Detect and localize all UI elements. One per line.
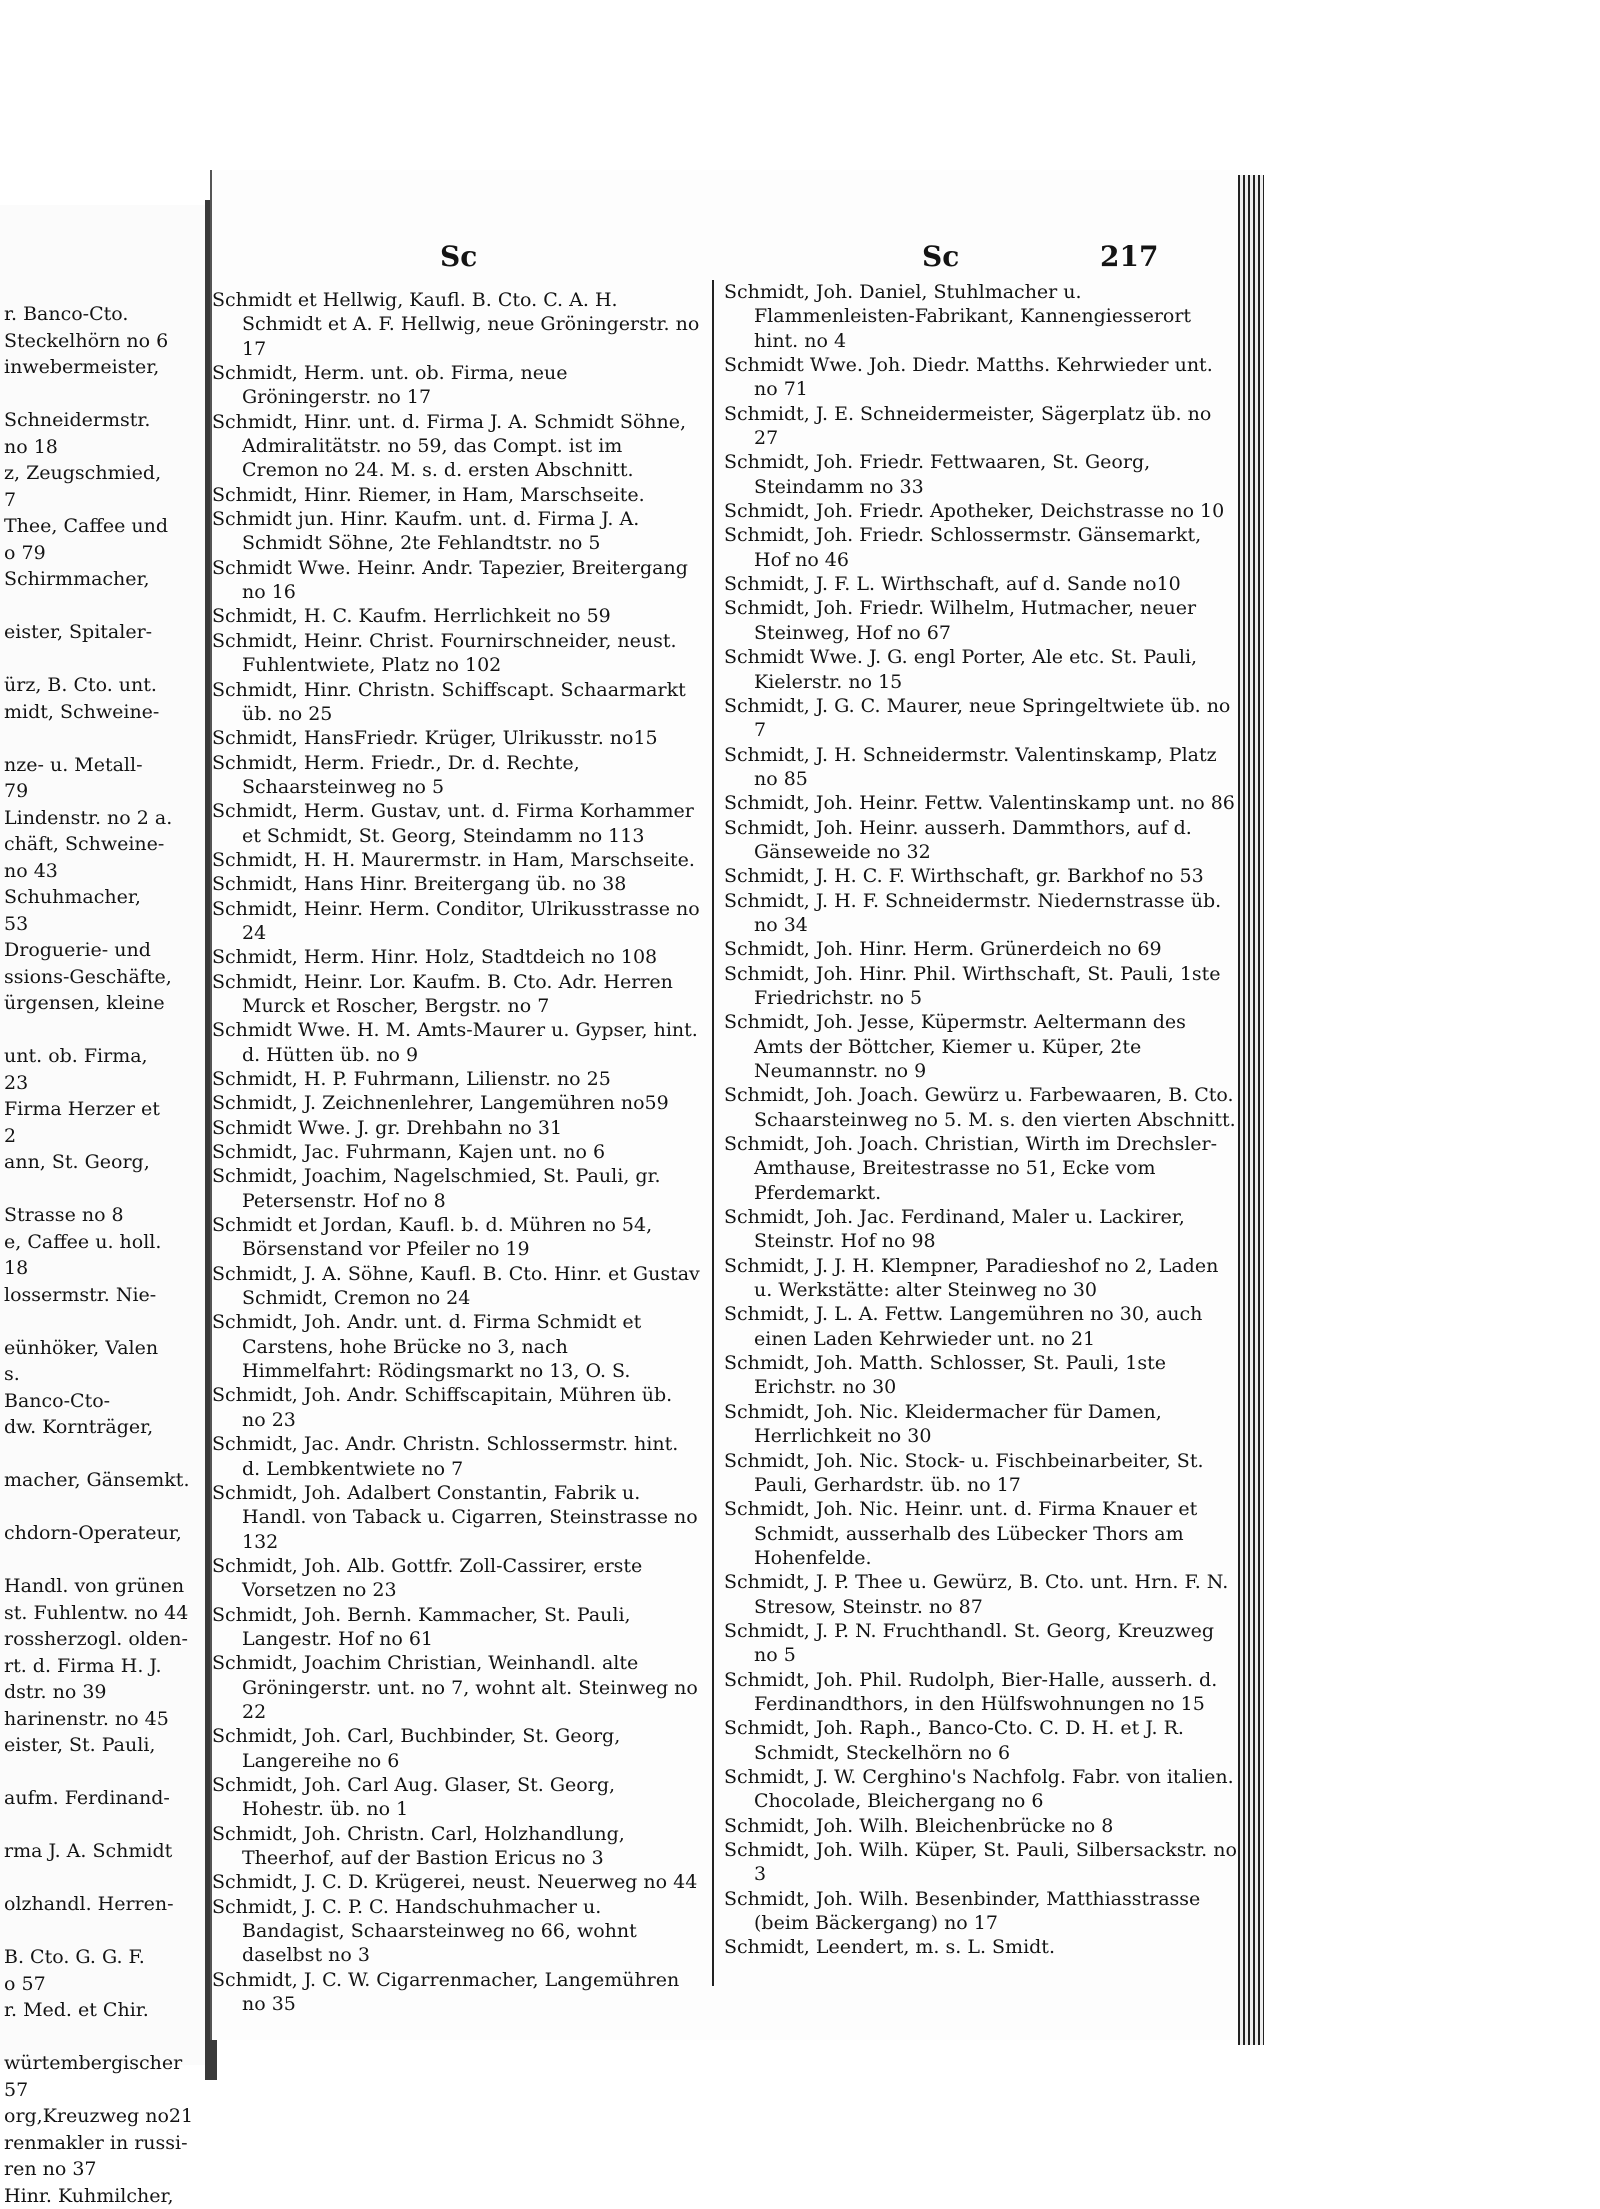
left-page-line: renmakler in russi- — [4, 2130, 194, 2157]
left-page-line — [4, 593, 194, 620]
directory-entry: Schmidt, J. H. F. Schneidermstr. Niedernstrasse üb. no 34 — [724, 889, 1240, 938]
directory-entry: Schmidt, Joh. Wilh. Besenbinder, Matthiasstrasse (beim Bäckergang) no 17 — [724, 1887, 1240, 1936]
directory-entry: Schmidt, J. F. L. Wirthschaft, auf d. Sande no10 — [724, 572, 1240, 596]
left-page-line: 7 — [4, 487, 194, 514]
directory-entry: Schmidt et Hellwig, Kaufl. B. Cto. C. A. H. Schmidt et A. F. Hellwig, neue Gröningerstr. no 17 — [212, 288, 700, 361]
directory-entry: Schmidt, Jac. Fuhrmann, Kajen unt. no 6 — [212, 1140, 700, 1164]
left-page-text — [4, 301, 194, 2209]
left-page-line: chäft, Schweine- — [4, 831, 194, 858]
left-page-line: org,Kreuzweg no21 — [4, 2103, 194, 2130]
left-page-line: r. Med. et Chir. — [4, 1997, 194, 2024]
directory-entry: Schmidt, Hinr. Christn. Schiffscapt. Schaarmarkt üb. no 25 — [212, 678, 700, 727]
left-page-line: Banco-Cto- — [4, 1388, 194, 1415]
directory-entry: Schmidt, H. H. Maurermstr. in Ham, Marschseite. — [212, 848, 700, 872]
directory-entry: Schmidt, Joh. Carl Aug. Glaser, St. Georg, Hohestr. üb. no 1 — [212, 1773, 700, 1822]
left-page-line: dstr. no 39 — [4, 1679, 194, 1706]
directory-entry: Schmidt, Joh. Friedr. Fettwaaren, St. Georg, Steindamm no 33 — [724, 450, 1240, 499]
directory-entry: Schmidt, J. L. A. Fettw. Langemühren no 30, auch einen Laden Kehrwieder unt. no 21 — [724, 1302, 1240, 1351]
left-page-line: eister, St. Pauli, — [4, 1732, 194, 1759]
directory-entry: Schmidt, J. A. Söhne, Kaufl. B. Cto. Hinr. et Gustav Schmidt, Cremon no 24 — [212, 1262, 700, 1311]
left-page-line: eister, Spitaler- — [4, 619, 194, 646]
left-page-line: Schirmmacher, — [4, 566, 194, 593]
left-page-line: r. Banco-Cto. — [4, 301, 194, 328]
left-page-line: chdorn-Operateur, — [4, 1520, 194, 1547]
directory-entry: Schmidt, Joh. Jesse, Küpermstr. Aeltermann des Amts der Böttcher, Kiemer u. Küper, 2te Neumannstr. no 9 — [724, 1010, 1240, 1083]
directory-entry: Schmidt, Joh. Adalbert Constantin, Fabrik u. Handl. von Taback u. Cigarren, Steinstrasse no 132 — [212, 1481, 700, 1554]
left-page-line — [4, 1759, 194, 1786]
left-page-line — [4, 1812, 194, 1839]
page-edge — [1238, 175, 1264, 2045]
left-page-line: Handl. von grünen — [4, 1573, 194, 1600]
left-page-line — [4, 1547, 194, 1574]
left-page-line: 2 — [4, 1123, 194, 1150]
directory-entry: Schmidt, Joh. Alb. Gottfr. Zoll-Cassirer, erste Vorsetzen no 23 — [212, 1554, 700, 1603]
directory-entry: Schmidt, Herm. unt. ob. Firma, neue Gröningerstr. no 17 — [212, 361, 700, 410]
directory-entry: Schmidt Wwe. J. gr. Drehbahn no 31 — [212, 1116, 700, 1140]
left-page-line: Steckelhörn no 6 — [4, 328, 194, 355]
left-page-line: nze- u. Metall- — [4, 752, 194, 779]
left-page-line: ssions-Geschäfte, — [4, 964, 194, 991]
left-page-line: midt, Schweine- — [4, 699, 194, 726]
column-right — [724, 280, 1240, 1960]
directory-entry: Schmidt, Joachim, Nagelschmied, St. Pauli, gr. Petersenstr. Hof no 8 — [212, 1164, 700, 1213]
directory-entry: Schmidt, Heinr. Herm. Conditor, Ulrikusstrasse no 24 — [212, 897, 700, 946]
left-page-line: rt. d. Firma H. J. — [4, 1653, 194, 1680]
left-page-line: inwebermeister, — [4, 354, 194, 381]
directory-entry: Schmidt jun. Hinr. Kaufm. unt. d. Firma J. A. Schmidt Söhne, 2te Fehlandtstr. no 5 — [212, 507, 700, 556]
directory-entry: Schmidt, Joh. Matth. Schlosser, St. Pauli, 1ste Erichstr. no 30 — [724, 1351, 1240, 1400]
directory-entry: Schmidt, J. C. D. Krügerei, neust. Neuerweg no 44 — [212, 1870, 700, 1894]
left-page-line: ann, St. Georg, — [4, 1149, 194, 1176]
directory-entry: Schmidt Wwe. J. G. engl Porter, Ale etc. St. Pauli, Kielerstr. no 15 — [724, 645, 1240, 694]
directory-entry: Schmidt, H. C. Kaufm. Herrlichkeit no 59 — [212, 604, 700, 628]
directory-entry: Schmidt et Jordan, Kaufl. b. d. Mühren no 54, Börsenstand vor Pfeiler no 19 — [212, 1213, 700, 1262]
left-page-line — [4, 1017, 194, 1044]
directory-entry: Schmidt, J. G. C. Maurer, neue Springeltwiete üb. no 7 — [724, 694, 1240, 743]
left-page-line: 23 — [4, 1070, 194, 1097]
directory-entry: Schmidt, Heinr. Christ. Fournirschneider, neust. Fuhlentwiete, Platz no 102 — [212, 629, 700, 678]
left-page-line: Schuhmacher, — [4, 884, 194, 911]
page-number: 217 — [1100, 240, 1158, 273]
directory-entry: Schmidt, J. P. Thee u. Gewürz, B. Cto. unt. Hrn. F. N. Stresow, Steinstr. no 87 — [724, 1570, 1240, 1619]
directory-entry: Schmidt, Joh. Wilh. Bleichenbrücke no 8 — [724, 1814, 1240, 1838]
directory-entry: Schmidt, Joh. Friedr. Schlossermstr. Gänsemarkt, Hof no 46 — [724, 523, 1240, 572]
directory-entry: Schmidt, Joachim Christian, Weinhandl. alte Gröningerstr. unt. no 7, wohnt alt. Steinweg no 22 — [212, 1651, 700, 1724]
left-page-line — [4, 1176, 194, 1203]
directory-entry: Schmidt, J. H. Schneidermstr. Valentinskamp, Platz no 85 — [724, 743, 1240, 792]
directory-entry: Schmidt, Joh. Wilh. Küper, St. Pauli, Silbersackstr. no 3 — [724, 1838, 1240, 1887]
directory-entry: Schmidt, Joh. Friedr. Wilhelm, Hutmacher, neuer Steinweg, Hof no 67 — [724, 596, 1240, 645]
directory-entry: Schmidt, Herm. Hinr. Holz, Stadtdeich no 108 — [212, 945, 700, 969]
directory-entry: Schmidt, Joh. Heinr. ausserh. Dammthors, auf d. Gänseweide no 32 — [724, 816, 1240, 865]
left-page-line: 53 — [4, 911, 194, 938]
left-page-line: B. Cto. G. G. F. — [4, 1944, 194, 1971]
left-page-line: eünhöker, Valen — [4, 1335, 194, 1362]
directory-entry: Schmidt, Joh. Jac. Ferdinand, Maler u. Lackirer, Steinstr. Hof no 98 — [724, 1205, 1240, 1254]
directory-entry: Schmidt, Joh. Heinr. Fettw. Valentinskamp unt. no 86 — [724, 791, 1240, 815]
directory-entry: Schmidt, Joh. Andr. unt. d. Firma Schmidt et Carstens, hohe Brücke no 3, nach Himmelfahrt: Rödingsmarkt no 13, O. S. — [212, 1310, 700, 1383]
left-page-line — [4, 1918, 194, 1945]
directory-entry: Schmidt, Joh. Nic. Kleidermacher für Damen, Herrlichkeit no 30 — [724, 1400, 1240, 1449]
left-page-line: Droguerie- und — [4, 937, 194, 964]
directory-entry: Schmidt, Herm. Friedr., Dr. d. Rechte, Schaarsteinweg no 5 — [212, 751, 700, 800]
directory-entry: Schmidt, Hinr. unt. d. Firma J. A. Schmidt Söhne, Admiralitätstr. no 59, das Compt. ist im Cremon no 24. M. s. d. ersten Abschnitt. — [212, 410, 700, 483]
column-left — [212, 288, 700, 2016]
directory-entry: Schmidt, Heinr. Lor. Kaufm. B. Cto. Adr. Herren Murck et Roscher, Bergstr. no 7 — [212, 970, 700, 1019]
directory-entry: Schmidt, J. W. Cerghino's Nachfolg. Fabr. von italien. Chocolade, Bleichergang no 6 — [724, 1765, 1240, 1814]
left-page-line — [4, 646, 194, 673]
directory-entry: Schmidt, Joh. Bernh. Kammacher, St. Pauli, Langestr. Hof no 61 — [212, 1603, 700, 1652]
left-page-line: harinenstr. no 45 — [4, 1706, 194, 1733]
left-page-line: no 18 — [4, 434, 194, 461]
left-page-line: 79 — [4, 778, 194, 805]
left-page-line: macher, Gänsemkt. — [4, 1467, 194, 1494]
header-center: Sc — [922, 240, 959, 273]
left-page-line: ürz, B. Cto. unt. — [4, 672, 194, 699]
directory-entry: Schmidt Wwe. Heinr. Andr. Tapezier, Breitergang no 16 — [212, 556, 700, 605]
directory-entry: Schmidt, Leendert, m. s. L. Smidt. — [724, 1935, 1240, 1959]
directory-entry: Schmidt Wwe. Joh. Diedr. Matths. Kehrwieder unt. no 71 — [724, 353, 1240, 402]
directory-entry: Schmidt, J. H. C. F. Wirthschaft, gr. Barkhof no 53 — [724, 864, 1240, 888]
left-page-line: st. Fuhlentw. no 44 — [4, 1600, 194, 1627]
left-page-line: unt. ob. Firma, — [4, 1043, 194, 1070]
left-page-line: lossermstr. Nie- — [4, 1282, 194, 1309]
left-page-line: olzhandl. Herren- — [4, 1891, 194, 1918]
left-page-line: Lindenstr. no 2 a. — [4, 805, 194, 832]
directory-entry: Schmidt Wwe. H. M. Amts-Maurer u. Gypser, hint. d. Hütten üb. no 9 — [212, 1018, 700, 1067]
left-page-line — [4, 2024, 194, 2051]
directory-entry: Schmidt, Joh. Joach. Gewürz u. Farbewaaren, B. Cto. Schaarsteinweg no 5. M. s. den vierten Abschnitt. — [724, 1083, 1240, 1132]
left-page-line: rossherzogl. olden- — [4, 1626, 194, 1653]
left-page-line: o 79 — [4, 540, 194, 567]
directory-entry: Schmidt, J. E. Schneidermeister, Sägerplatz üb. no 27 — [724, 402, 1240, 451]
directory-entry: Schmidt, J. Zeichnenlehrer, Langemühren no59 — [212, 1091, 700, 1115]
left-page-line: dw. Kornträger, — [4, 1414, 194, 1441]
left-page-line: o 57 — [4, 1971, 194, 1998]
directory-entry: Schmidt, Joh. Phil. Rudolph, Bier-Halle, ausserh. d. Ferdinandthors, in den Hülfswohnungen no 15 — [724, 1668, 1240, 1717]
directory-entry: Schmidt, Joh. Andr. Schiffscapitain, Mühren üb. no 23 — [212, 1383, 700, 1432]
directory-entry: Schmidt, Joh. Hinr. Herm. Grünerdeich no 69 — [724, 937, 1240, 961]
left-page-line: Thee, Caffee und — [4, 513, 194, 540]
directory-entry: Schmidt, J. J. H. Klempner, Paradieshof no 2, Laden u. Werkstätte: alter Steinweg no 30 — [724, 1254, 1240, 1303]
left-page-line: no 43 — [4, 858, 194, 885]
directory-entry: Schmidt, Joh. Carl, Buchbinder, St. Georg, Langereihe no 6 — [212, 1724, 700, 1773]
left-page-line — [4, 1308, 194, 1335]
directory-entry: Schmidt, Joh. Joach. Christian, Wirth im Drechsler-Amthause, Breitestrasse no 51, Ecke vom Pferdemarkt. — [724, 1132, 1240, 1205]
left-page-line: s. — [4, 1361, 194, 1388]
directory-entry: Schmidt, Joh. Raph., Banco-Cto. C. D. H. et J. R. Schmidt, Steckelhörn no 6 — [724, 1716, 1240, 1765]
left-page-line: z, Zeugschmied, — [4, 460, 194, 487]
left-page-line: Schneidermstr. — [4, 407, 194, 434]
header-left: Sc — [440, 240, 477, 273]
column-divider — [712, 280, 714, 1986]
left-page-line: ürgensen, kleine — [4, 990, 194, 1017]
left-page-line: ren no 37 — [4, 2156, 194, 2183]
left-page-line — [4, 725, 194, 752]
directory-entry: Schmidt, Joh. Hinr. Phil. Wirthschaft, St. Pauli, 1ste Friedrichstr. no 5 — [724, 962, 1240, 1011]
directory-entry: Schmidt, Joh. Nic. Stock- u. Fischbeinarbeiter, St. Pauli, Gerhardstr. üb. no 17 — [724, 1449, 1240, 1498]
directory-entry: Schmidt, H. P. Fuhrmann, Lilienstr. no 25 — [212, 1067, 700, 1091]
left-page-line — [4, 1441, 194, 1468]
directory-entry: Schmidt, Joh. Friedr. Apotheker, Deichstrasse no 10 — [724, 499, 1240, 523]
left-page-line: Firma Herzer et — [4, 1096, 194, 1123]
left-page-line: rma J. A. Schmidt — [4, 1838, 194, 1865]
directory-entry: Schmidt, Herm. Gustav, unt. d. Firma Korhammer et Schmidt, St. Georg, Steindamm no 113 — [212, 799, 700, 848]
left-page-line — [4, 381, 194, 408]
left-page — [0, 205, 208, 2065]
directory-entry: Schmidt, J. P. N. Fruchthandl. St. Georg, Kreuzweg no 5 — [724, 1619, 1240, 1668]
directory-entry: Schmidt, Joh. Daniel, Stuhlmacher u. Flammenleisten-Fabrikant, Kannengiesserort hint. no 4 — [724, 280, 1240, 353]
directory-entry: Schmidt, Joh. Nic. Heinr. unt. d. Firma Knauer et Schmidt, ausserhalb des Lübecker Thors am Hohenfelde. — [724, 1497, 1240, 1570]
left-page-line — [4, 1494, 194, 1521]
left-page-line: e, Caffee u. holl. — [4, 1229, 194, 1256]
left-page-line: 18 — [4, 1255, 194, 1282]
left-page-line — [4, 1865, 194, 1892]
left-page-line: Strasse no 8 — [4, 1202, 194, 1229]
directory-entry: Schmidt, Hinr. Riemer, in Ham, Marschseite. — [212, 483, 700, 507]
directory-entry: Schmidt, J. C. P. C. Handschuhmacher u. Bandagist, Schaarsteinweg no 66, wohnt daselbst no 3 — [212, 1895, 700, 1968]
directory-entry: Schmidt, HansFriedr. Krüger, Ulrikusstr. no15 — [212, 726, 700, 750]
left-page-line: 57 — [4, 2077, 194, 2104]
directory-entry: Schmidt, Jac. Andr. Christn. Schlossermstr. hint. d. Lembkentwiete no 7 — [212, 1432, 700, 1481]
right-page — [210, 170, 1262, 2040]
left-page-line: aufm. Ferdinand- — [4, 1785, 194, 1812]
directory-entry: Schmidt, Joh. Christn. Carl, Holzhandlung, Theerhof, auf der Bastion Ericus no 3 — [212, 1822, 700, 1871]
directory-entry: Schmidt, J. C. W. Cigarrenmacher, Langemühren no 35 — [212, 1968, 700, 2017]
directory-entry: Schmidt, Hans Hinr. Breitergang üb. no 38 — [212, 872, 700, 896]
left-page-line: Hinr. Kuhmilcher, — [4, 2183, 194, 2209]
left-page-line: würtembergischer — [4, 2050, 194, 2077]
